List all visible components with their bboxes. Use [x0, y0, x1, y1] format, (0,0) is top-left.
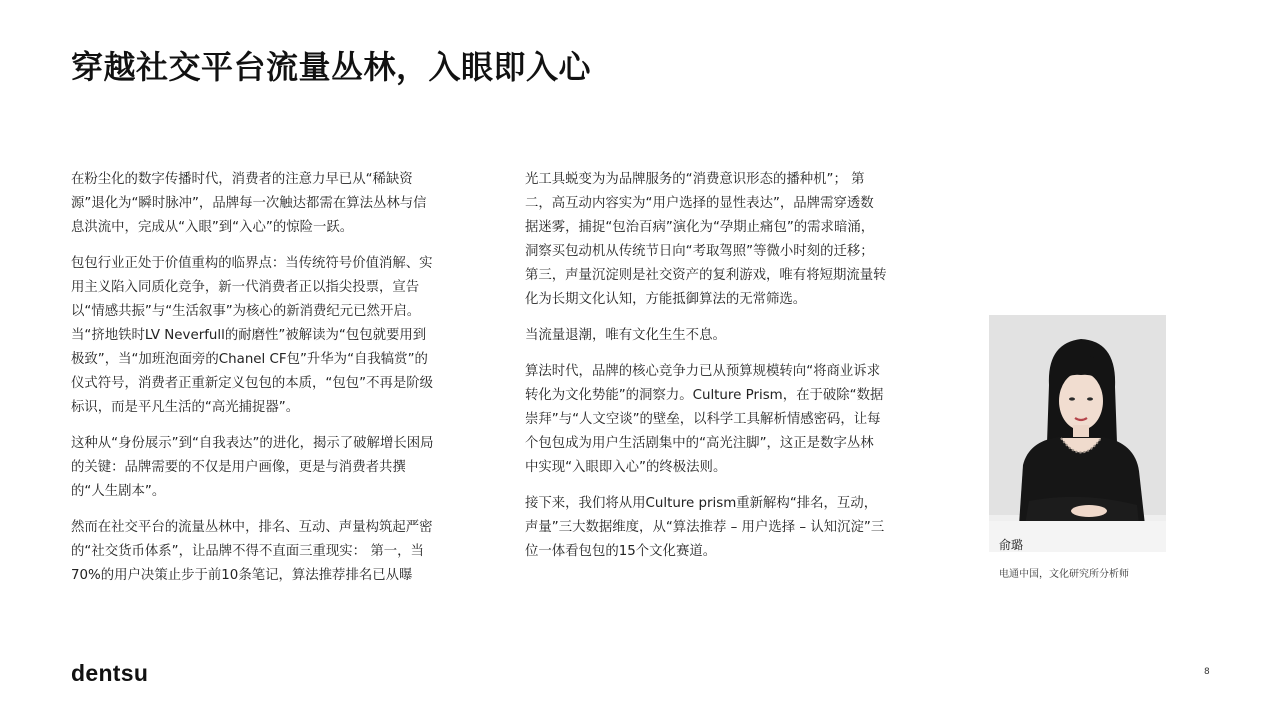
person-role: 电通中国，文化研究所分析师: [999, 569, 1129, 580]
paragraph: 光工具蜕变为为品牌服务的“消费意识形态的播种机”； 第二，高互动内容实为“用户选择的显性表达”，品牌需穿透数据迷雾，捕捉“包治百病”演化为“孕期止痛包”的需求暗涌，洞察买包动机从传统节日向“考取驾照”等微小时刻的迁移； 第三，声量沉淀则是社交资产的复利游戏，唯有将短期流量转化为长期文化认知，方能抵御算法的无常筛选。: [525, 172, 887, 307]
body-text-left-column: [71, 168, 437, 600]
dentsu-logo: dentsu: [71, 660, 149, 686]
portrait-photo: [989, 315, 1166, 552]
person-name: 俞璐: [999, 538, 1024, 552]
paragraph: 这种从“身份展示”到“自我表达”的进化，揭示了破解增长困局的关键：品牌需要的不仅是用户画像，更是与消费者共撰的“人生剧本”。: [71, 436, 434, 499]
paragraph: 在粉尘化的数字传播时代，消费者的注意力早已从“稀缺资源”退化为“瞬时脉冲”，品牌每一次触达都需在算法丛林与信息洪流中，完成从“入眼”到“入心”的惊险一跃。: [71, 172, 427, 235]
page-title: 穿越社交平台流量丛林，入眼即入心: [71, 48, 592, 86]
paragraph: 当流量退潮，唯有文化生生不息。: [525, 328, 726, 343]
paragraph: 然而在社交平台的流量丛林中，排名、互动、声量构筑起严密的“社交货币体系”，让品牌不得不直面三重现实： 第一，当70%的用户决策止步于前10条笔记，算法推荐排名已从曝: [71, 520, 433, 583]
paragraph: 接下来，我们将从用Culture prism重新解构“排名，互动，声量”三大数据维度，从“算法推荐 – 用户选择 – 认知沉淀”三位一体看包包的15个文化赛道。: [525, 496, 885, 559]
body-text-middle-column: [525, 168, 887, 576]
page-number: 8: [1204, 667, 1210, 677]
portrait-illustration: [989, 315, 1166, 552]
paragraph: 算法时代，品牌的核心竞争力已从预算规模转向“将商业诉求转化为文化势能”的洞察力。Culture Prism，在于破除“数据崇拜”与“人文空谈”的壁垒，以科学工具解析情感密码，让每个包包成为用户生活剧集中的“高光注脚”，这正是数字丛林中实现“入眼即入心”的终极法则。: [525, 364, 884, 475]
paragraph: 包包行业正处于价值重构的临界点：当传统符号价值消解、实用主义陷入同质化竞争，新一代消费者正以指尖投票，宣告以“情感共振”与“生活叙事”为核心的新消费纪元已然开启。 当“挤地铁时LV Neverfull的耐磨性”被解读为“包包就要用到极致”，当“加班泡面旁的Chanel CF包”升华为“自我犒赏”的仪式符号，消费者正重新定义包包的本质，“包包”不再是阶级标识，而是平凡生活的“高光捕捉器”。: [71, 256, 434, 415]
